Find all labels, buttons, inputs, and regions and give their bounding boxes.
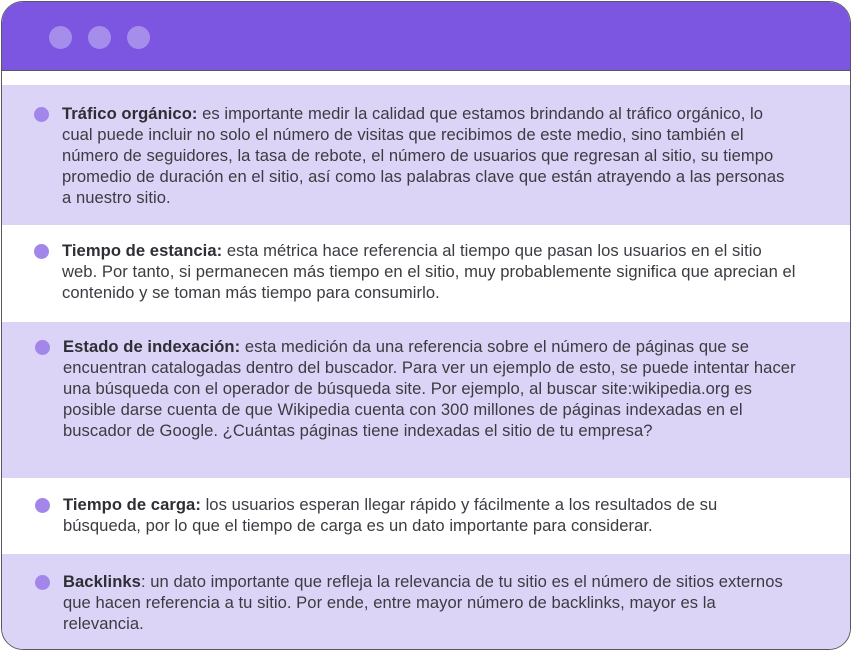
list-item-text <box>63 494 798 536</box>
list-item-text <box>62 240 797 303</box>
metric-description: es importante medir la calidad que estamos brindando al tráfico orgánico, lo cual puede incluir no solo el número de visitas que recibimos de este medio, sino también el número de seguidores, la tasa de rebote, el número de usuarios que regresan al sitio, su tiempo promedio de duración en el sitio, así como las palabras clave que están atrayendo a las personas a nuestro sitio. <box>62 104 785 207</box>
bullet-icon <box>34 244 49 259</box>
bullet-icon <box>35 340 50 355</box>
list-item <box>2 322 850 478</box>
list-item <box>2 85 850 225</box>
metric-term: Tiempo de estancia: <box>62 241 223 260</box>
window-control-dot[interactable] <box>127 26 150 49</box>
bullet-icon <box>35 575 50 590</box>
metric-term: Backlinks <box>63 572 141 591</box>
list-item-text <box>63 336 798 441</box>
metric-description: esta medición da una referencia sobre el número de páginas que se encuentran catalogadas dentro del buscador. Para ver un ejemplo de esto, se puede intentar hacer una búsqueda con el operador de búsqueda site. Por ejemplo, al buscar site:wikipedia.org es posible darse cuenta de que Wikipedia cuenta con 300 millones de páginas indexadas en el buscador de Google. ¿Cuántas páginas tiene indexadas el sitio de tu empresa? <box>63 337 796 440</box>
bullet-icon <box>35 498 50 513</box>
metric-term: Estado de indexación: <box>63 337 241 356</box>
bullet-icon <box>34 107 49 122</box>
metric-term: Tráfico orgánico: <box>62 104 198 123</box>
browser-window <box>1 1 851 650</box>
metric-term: Tiempo de carga: <box>63 495 201 514</box>
list-item <box>2 554 850 650</box>
window-control-dot[interactable] <box>49 26 72 49</box>
metric-description: esta métrica hace referencia al tiempo que pasan los usuarios en el sitio web. Por tanto, si permanecen más tiempo en el sitio, muy probablemente significa que aprecian el contenido y se toman más tiempo para consumirlo. <box>62 241 796 302</box>
window-control-dot[interactable] <box>88 26 111 49</box>
list-item-text <box>63 571 798 634</box>
window-titlebar <box>2 2 850 71</box>
list-item <box>2 478 850 554</box>
metric-description: los usuarios esperan llegar rápido y fácilmente a los resultados de su búsqueda, por lo que el tiempo de carga es un dato importante para considerar. <box>63 495 718 535</box>
list-item <box>2 225 850 322</box>
list-item-text <box>62 103 797 208</box>
metric-description: : un dato importante que refleja la relevancia de tu sitio es el número de sitios externos que hacen referencia a tu sitio. Por ende, entre mayor número de backlinks, mayor es la relevancia. <box>63 572 783 633</box>
